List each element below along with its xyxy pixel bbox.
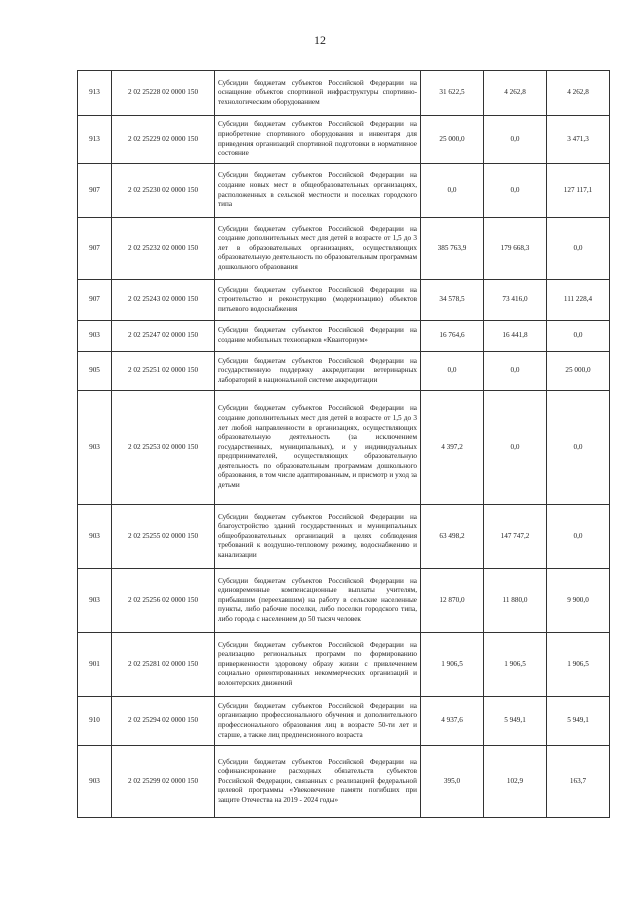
amount-year1-cell: 12 870,0 <box>421 569 484 633</box>
revenue-name-cell: Субсидии бюджетам субъектов Российской Федерации на организацию профессионального обучения и дополнительного профессионального образования лиц в возрасте 50-ти лет и старше, а также лиц предпенсионного возраста <box>215 697 421 746</box>
admin-code-cell: 913 <box>78 116 112 164</box>
revenue-name-cell: Субсидии бюджетам субъектов Российской Федерации на благоустройство зданий государственных и муниципальных общеобразовательных организаций в целях соблюдения требований к воздушно-тепловому режиму, водоснабжению и канализации <box>215 505 421 569</box>
amount-year3-cell: 3 471,3 <box>547 116 610 164</box>
admin-code-cell: 913 <box>78 71 112 116</box>
revenue-name-cell: Субсидии бюджетам субъектов Российской Федерации на приобретение спортивного оборудования и инвентаря для приведения организаций спортивной подготовки в нормативное состояние <box>215 116 421 164</box>
revenue-name-cell: Субсидии бюджетам субъектов Российской Федерации на софинансирование расходных обязательств субъектов Российской Федерации, связанных с реализацией федеральной целевой программы «Увековечение памяти погибших при защите Отечества на 2019 - 2024 годы» <box>215 746 421 818</box>
amount-year2-cell: 1 906,5 <box>484 633 547 697</box>
amount-year1-cell: 34 578,5 <box>421 280 484 321</box>
amount-year3-cell: 0,0 <box>547 321 610 352</box>
revenue-name-cell: Субсидии бюджетам субъектов Российской Федерации на строительство и реконструкцию (модернизацию) объектов питьевого водоснабжения <box>215 280 421 321</box>
amount-year1-cell: 31 622,5 <box>421 71 484 116</box>
amount-year3-cell: 111 228,4 <box>547 280 610 321</box>
amount-year3-cell: 4 262,8 <box>547 71 610 116</box>
budget-code-cell: 2 02 25229 02 0000 150 <box>112 116 215 164</box>
amount-year3-cell: 1 906,5 <box>547 633 610 697</box>
amount-year1-cell: 25 000,0 <box>421 116 484 164</box>
amount-year2-cell: 4 262,8 <box>484 71 547 116</box>
budget-code-cell: 2 02 25255 02 0000 150 <box>112 505 215 569</box>
admin-code-cell: 907 <box>78 280 112 321</box>
budget-code-cell: 2 02 25228 02 0000 150 <box>112 71 215 116</box>
table-row <box>78 164 610 218</box>
admin-code-cell: 903 <box>78 321 112 352</box>
amount-year2-cell: 11 880,0 <box>484 569 547 633</box>
amount-year1-cell: 395,0 <box>421 746 484 818</box>
budget-code-cell: 2 02 25294 02 0000 150 <box>112 697 215 746</box>
admin-code-cell: 903 <box>78 391 112 505</box>
revenue-name-cell: Субсидии бюджетам субъектов Российской Федерации на создание мобильных технопарков «Кванториум» <box>215 321 421 352</box>
admin-code-cell: 903 <box>78 746 112 818</box>
table-row <box>78 71 610 116</box>
amount-year1-cell: 385 763,9 <box>421 218 484 280</box>
table-row <box>78 321 610 352</box>
budget-code-cell: 2 02 25251 02 0000 150 <box>112 352 215 391</box>
amount-year2-cell: 0,0 <box>484 164 547 218</box>
amount-year2-cell: 16 441,8 <box>484 321 547 352</box>
amount-year2-cell: 0,0 <box>484 116 547 164</box>
table-row <box>78 633 610 697</box>
amount-year1-cell: 4 397,2 <box>421 391 484 505</box>
admin-code-cell: 910 <box>78 697 112 746</box>
budget-code-cell: 2 02 25253 02 0000 150 <box>112 391 215 505</box>
budget-code-cell: 2 02 25281 02 0000 150 <box>112 633 215 697</box>
revenue-name-cell: Субсидии бюджетам субъектов Российской Федерации на создание дополнительных мест для детей в возрасте от 1,5 до 3 лет любой направленности в организациях, осуществляющих образовательную деятельность (за исключением государственных, муниципальных), и у индивидуальных предпринимателей, осуществляющих образовательную деятельность по образовательным программам дошкольного образования, в том числе адаптированным, и присмотр и уход за детьми <box>215 391 421 505</box>
amount-year2-cell: 179 668,3 <box>484 218 547 280</box>
amount-year3-cell: 127 117,1 <box>547 164 610 218</box>
amount-year3-cell: 0,0 <box>547 391 610 505</box>
amount-year1-cell: 16 764,6 <box>421 321 484 352</box>
admin-code-cell: 907 <box>78 164 112 218</box>
revenue-name-cell: Субсидии бюджетам субъектов Российской Федерации на реализацию региональных программ по формированию приверженности здоровому образу жизни с привлечением социально ориентированных некоммерческих организаций и волонтерских движений <box>215 633 421 697</box>
amount-year2-cell: 5 949,1 <box>484 697 547 746</box>
table-row <box>78 116 610 164</box>
revenue-name-cell: Субсидии бюджетам субъектов Российской Федерации на создание дополнительных мест для детей в возрасте от 1,5 до 3 лет в образовательных организациях, осуществляющих образовательную деятельность по образовательным программам дошкольного образования <box>215 218 421 280</box>
revenue-name-cell: Субсидии бюджетам субъектов Российской Федерации на государственную поддержку аккредитации ветеринарных лабораторий в национальной системе аккредитации <box>215 352 421 391</box>
amount-year1-cell: 1 906,5 <box>421 633 484 697</box>
table-row <box>78 218 610 280</box>
admin-code-cell: 903 <box>78 505 112 569</box>
amount-year3-cell: 25 000,0 <box>547 352 610 391</box>
budget-code-cell: 2 02 25243 02 0000 150 <box>112 280 215 321</box>
amount-year1-cell: 4 937,6 <box>421 697 484 746</box>
amount-year1-cell: 0,0 <box>421 352 484 391</box>
table-row <box>78 746 610 818</box>
amount-year3-cell: 5 949,1 <box>547 697 610 746</box>
page-number: 12 <box>314 33 326 47</box>
table-row <box>78 391 610 505</box>
admin-code-cell: 903 <box>78 569 112 633</box>
budget-code-cell: 2 02 25247 02 0000 150 <box>112 321 215 352</box>
table-row <box>78 697 610 746</box>
budget-code-cell: 2 02 25299 02 0000 150 <box>112 746 215 818</box>
table-row <box>78 280 610 321</box>
amount-year3-cell: 9 900,0 <box>547 569 610 633</box>
amount-year3-cell: 0,0 <box>547 218 610 280</box>
revenue-name-cell: Субсидии бюджетам субъектов Российской Федерации на создание новых мест в общеобразовательных организациях, расположенных в сельской местности и поселках городского типа <box>215 164 421 218</box>
amount-year2-cell: 102,9 <box>484 746 547 818</box>
admin-code-cell: 905 <box>78 352 112 391</box>
amount-year2-cell: 147 747,2 <box>484 505 547 569</box>
budget-code-cell: 2 02 25256 02 0000 150 <box>112 569 215 633</box>
revenue-name-cell: Субсидии бюджетам субъектов Российской Федерации на оснащение объектов спортивной инфраструктуры спортивно-технологическим оборудованием <box>215 71 421 116</box>
table-row <box>78 352 610 391</box>
admin-code-cell: 901 <box>78 633 112 697</box>
budget-revenue-table <box>77 70 610 818</box>
amount-year3-cell: 163,7 <box>547 746 610 818</box>
amount-year3-cell: 0,0 <box>547 505 610 569</box>
amount-year1-cell: 63 498,2 <box>421 505 484 569</box>
table-row <box>78 569 610 633</box>
admin-code-cell: 907 <box>78 218 112 280</box>
revenue-name-cell: Субсидии бюджетам субъектов Российской Федерации на единовременные компенсационные выплаты учителям, прибывшим (переехавшим) на работу в сельские населенные пункты, либо рабочие поселки, либо поселки городского типа, либо города с населением до 50 тысяч человек <box>215 569 421 633</box>
budget-code-cell: 2 02 25232 02 0000 150 <box>112 218 215 280</box>
amount-year1-cell: 0,0 <box>421 164 484 218</box>
budget-code-cell: 2 02 25230 02 0000 150 <box>112 164 215 218</box>
amount-year2-cell: 0,0 <box>484 391 547 505</box>
amount-year2-cell: 73 416,0 <box>484 280 547 321</box>
amount-year2-cell: 0,0 <box>484 352 547 391</box>
table-row <box>78 505 610 569</box>
